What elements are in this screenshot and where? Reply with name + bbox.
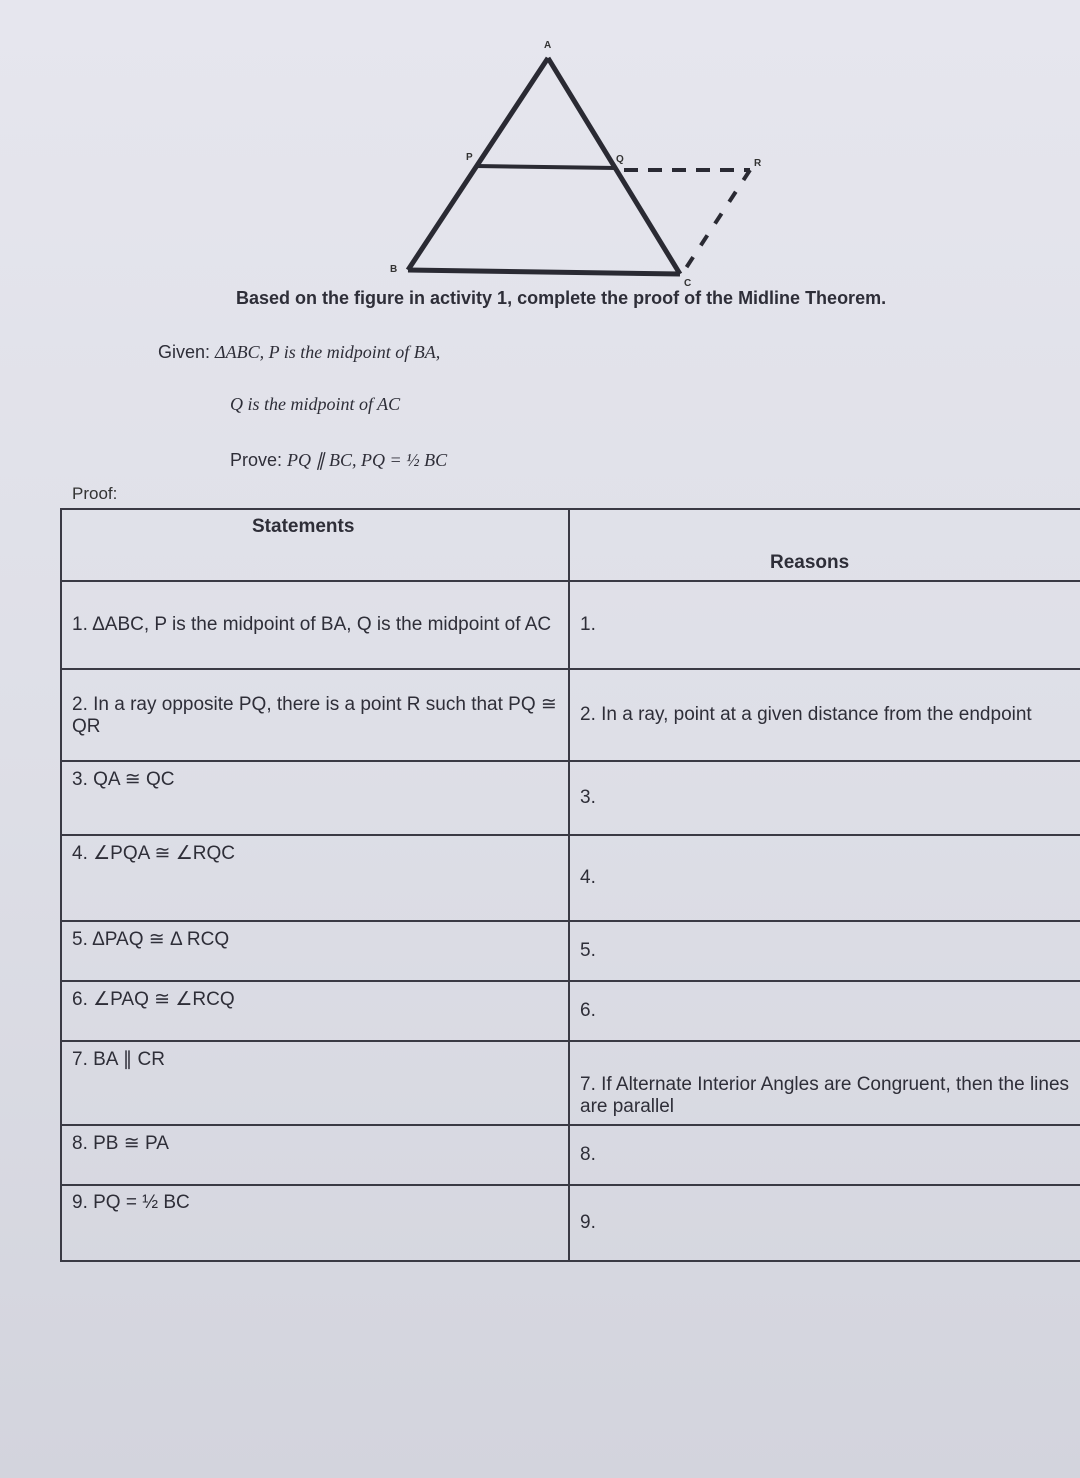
given-text-2: Q is the midpoint of AC <box>230 394 401 414</box>
given-line-1 <box>158 342 440 363</box>
midline-pq <box>476 166 616 168</box>
reason-cell[interactable]: 1. <box>569 581 1080 669</box>
vertex-label-c: C <box>684 278 692 289</box>
table-row <box>61 1185 1080 1261</box>
given-line-2 <box>230 394 400 415</box>
statement-cell: 6. ∠PAQ ≅ ∠RCQ <box>61 981 569 1041</box>
reason-cell: 7. If Alternate Interior Angles are Congruent, then the lines are parallel <box>569 1041 1080 1125</box>
vertex-label-p: P <box>466 152 473 163</box>
statement-cell: 9. PQ = ½ BC <box>61 1185 569 1261</box>
dashed-rc <box>686 170 750 268</box>
vertex-label-a: A <box>544 40 552 51</box>
table-row <box>61 921 1080 981</box>
table-row <box>61 761 1080 835</box>
given-label: Given: <box>158 342 216 362</box>
side-bc <box>408 270 680 274</box>
triangle-diagram <box>380 30 800 290</box>
table-row <box>61 835 1080 921</box>
statement-cell: 8. PB ≅ PA <box>61 1125 569 1185</box>
statement-cell: 7. BA ∥ CR <box>61 1041 569 1125</box>
reason-cell: 2. In a ray, point at a given distance from the endpoint <box>569 669 1080 761</box>
statements-header: Statements <box>61 509 569 581</box>
table-row <box>61 669 1080 761</box>
proof-label: Proof: <box>72 484 118 503</box>
prove-line <box>230 450 447 471</box>
vertex-label-q: Q <box>616 154 624 165</box>
vertex-label-b: B <box>390 264 398 275</box>
vertex-label-r: R <box>754 158 762 169</box>
reason-cell[interactable]: 3. <box>569 761 1080 835</box>
prove-text: PQ ∥ BC, PQ = ½ BC <box>287 450 448 470</box>
reason-cell[interactable]: 8. <box>569 1125 1080 1185</box>
given-text-1: ΔABC, P is the midpoint of BA, <box>215 342 441 362</box>
side-ab <box>408 58 548 270</box>
statement-cell: 5. ΔPAQ ≅ Δ RCQ <box>61 921 569 981</box>
statement-cell: 4. ∠PQA ≅ ∠RQC <box>61 835 569 921</box>
table-row <box>61 981 1080 1041</box>
reason-cell[interactable]: 4. <box>569 835 1080 921</box>
table-row <box>61 1041 1080 1125</box>
table-row <box>61 581 1080 669</box>
reasons-header: Reasons <box>569 509 1080 581</box>
table-header-row <box>61 509 1080 581</box>
proof-table <box>60 508 1080 1262</box>
reason-cell[interactable]: 6. <box>569 981 1080 1041</box>
midline-figure <box>380 30 800 290</box>
reason-cell[interactable]: 5. <box>569 921 1080 981</box>
table-row <box>61 1125 1080 1185</box>
statement-cell: 3. QA ≅ QC <box>61 761 569 835</box>
prove-label: Prove: <box>230 450 288 470</box>
reason-cell[interactable]: 9. <box>569 1185 1080 1261</box>
instruction-text: Based on the figure in activity 1, complete the proof of the Midline Theorem. <box>236 288 887 308</box>
statement-cell: 2. In a ray opposite PQ, there is a point R such that PQ ≅ QR <box>61 669 569 761</box>
statement-cell: 1. ΔABC, P is the midpoint of BA, Q is the midpoint of AC <box>61 581 569 669</box>
